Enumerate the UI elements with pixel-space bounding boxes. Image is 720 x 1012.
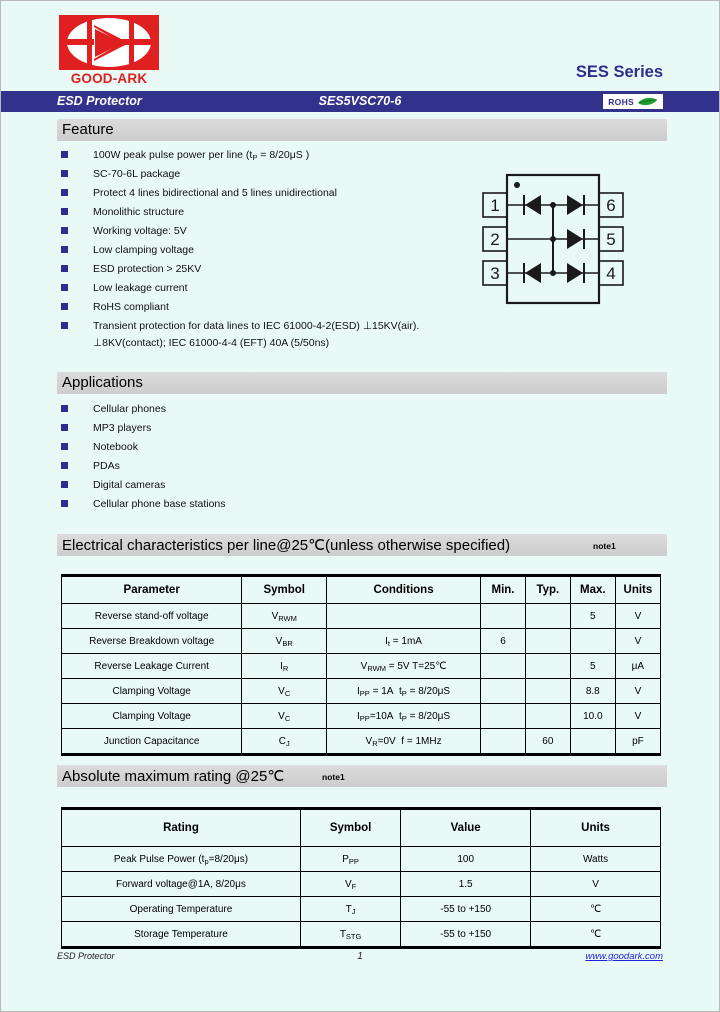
footer-website-link[interactable]: www.goodark.com <box>585 951 663 962</box>
table-row <box>62 922 661 948</box>
application-item-label: Digital cameras <box>93 479 166 491</box>
svg-text:3: 3 <box>490 264 500 283</box>
feature-item-label: Protect 4 lines bidirectional and 5 lines unidirectional <box>93 187 337 199</box>
cell-symbol: $V_F$ <box>300 872 400 897</box>
list-item <box>61 166 419 185</box>
bullet-square-icon <box>61 246 68 253</box>
table-row <box>62 604 661 629</box>
list-item <box>61 299 419 318</box>
feature-item-label: Low leakage current <box>93 282 188 294</box>
cell-rating: Peak Pulse Power $(t_p=8/20\mu s)$ <box>62 847 301 872</box>
cell-symbol: $T_{STG}$ <box>300 922 400 948</box>
list-item <box>61 439 226 458</box>
cell-value: -55 to +150 <box>401 922 531 948</box>
cell-symbol: $V_{BR}$ <box>242 629 327 654</box>
cell-parameter: Junction Capacitance <box>62 729 242 755</box>
column-header-min: Min. <box>481 576 526 604</box>
bullet-square-icon <box>61 265 68 272</box>
column-header-max: Max. <box>570 576 615 604</box>
cell-typ <box>525 704 570 729</box>
cell-parameter: Reverse stand-off voltage <box>62 604 242 629</box>
application-item-label: MP3 players <box>93 422 152 434</box>
cell-typ <box>525 679 570 704</box>
feature-item-tail: = 8/20μS ) <box>257 149 310 161</box>
cell-rating: Operating Temperature <box>62 897 301 922</box>
cell-max <box>570 729 615 755</box>
column-header-rating: Rating <box>62 809 301 847</box>
svg-text:6: 6 <box>606 196 616 215</box>
feature-heading-text: Feature <box>62 121 114 138</box>
bullet-square-icon <box>61 424 68 431</box>
cell-typ <box>525 654 570 679</box>
bullet-square-icon <box>61 303 68 310</box>
rohs-badge <box>603 94 663 109</box>
table-row <box>62 704 661 729</box>
column-header-symbol: Symbol <box>242 576 327 604</box>
absolute-max-heading-text: Absolute maximum rating @25℃ <box>62 768 285 785</box>
feature-item-sub: P <box>252 153 258 162</box>
cell-units: V <box>615 629 660 654</box>
feature-item-label: RoHS compliant <box>93 301 169 313</box>
absolute-maximum-rating-table <box>61 807 661 949</box>
feature-item-label: Transient protection for data lines to IEC 61000-4-2(ESD) ⊥15KV(air). <box>93 320 420 332</box>
cell-conditions: $V_{RWM} = 5V$ T=25℃ <box>327 654 481 679</box>
list-item <box>61 458 226 477</box>
cell-units: ℃ <box>531 897 661 922</box>
feature-item-label: Working voltage: 5V <box>93 225 187 237</box>
cell-max: 5 <box>570 654 615 679</box>
cell-typ: 60 <box>525 729 570 755</box>
svg-text:2: 2 <box>490 230 500 249</box>
cell-min <box>481 729 526 755</box>
sc70-6-schematic <box>479 169 629 319</box>
table-header-row <box>62 809 661 847</box>
cell-min <box>481 679 526 704</box>
list-item <box>61 477 226 496</box>
cell-value: -55 to +150 <box>401 897 531 922</box>
table-row <box>62 679 661 704</box>
series-title: SES Series <box>575 63 663 81</box>
cell-conditions: $V_R=0V$ f = 1MHz <box>327 729 481 755</box>
feature-item-label: 100W peak pulse power per line (t <box>93 149 253 161</box>
svg-text:5: 5 <box>606 230 616 249</box>
part-number-label: SES5VSC70-6 <box>318 94 402 108</box>
electrical-characteristics-table <box>61 574 661 756</box>
table-row <box>62 872 661 897</box>
feature-continuation-label: ⊥8KV(contact); IEC 61000-4-4 (EFT) 40A (5/50ns) <box>93 337 330 349</box>
cell-typ <box>525 604 570 629</box>
cell-units: V <box>615 679 660 704</box>
product-title-bar <box>1 91 719 112</box>
cell-symbol: $I_R$ <box>242 654 327 679</box>
logo-wordmark: GOOD-ARK <box>70 71 148 86</box>
list-item <box>61 420 226 439</box>
feature-section-heading <box>57 119 667 141</box>
bullet-square-icon <box>61 500 68 507</box>
cell-conditions: $I_{PP} = 1A$ $t_P = 8/20\mu S$ <box>327 679 481 704</box>
company-logo <box>57 15 161 86</box>
cell-units: ℃ <box>531 922 661 948</box>
svg-text:1: 1 <box>490 196 500 215</box>
column-header-units: Units <box>531 809 661 847</box>
cell-max: 8.8 <box>570 679 615 704</box>
bullet-square-icon <box>61 227 68 234</box>
feature-item-label: ESD protection > 25KV <box>93 263 202 275</box>
list-item <box>61 318 419 337</box>
cell-symbol: $P_{PP}$ <box>300 847 400 872</box>
cell-parameter: Clamping Voltage <box>62 704 242 729</box>
electrical-section-heading <box>57 534 667 556</box>
cell-units: Watts <box>531 847 661 872</box>
feature-item-label: SC-70-6L package <box>93 168 181 180</box>
column-header-conditions: Conditions <box>327 576 481 604</box>
cell-symbol: $V_{RWM}$ <box>242 604 327 629</box>
cell-units: V <box>615 704 660 729</box>
list-item <box>61 496 226 515</box>
page-footer <box>1 951 719 971</box>
cell-units: V <box>615 604 660 629</box>
cell-value: 100 <box>401 847 531 872</box>
table-row <box>62 654 661 679</box>
green-leaf-icon <box>637 96 659 108</box>
column-header-units: Units <box>615 576 660 604</box>
column-header-value: Value <box>401 809 531 847</box>
cell-parameter: Clamping Voltage <box>62 679 242 704</box>
applications-heading-text: Applications <box>62 374 143 391</box>
applications-section-heading <box>57 372 667 394</box>
table-row <box>62 629 661 654</box>
bullet-square-icon <box>61 189 68 196</box>
bullet-square-icon <box>61 443 68 450</box>
list-item <box>61 223 419 242</box>
cell-rating: Storage Temperature <box>62 922 301 948</box>
bullet-square-icon <box>61 208 68 215</box>
product-category-label: ESD Protector <box>57 94 142 108</box>
electrical-heading-text: Electrical characteristics per line@25℃(unless otherwise specified) <box>62 537 511 554</box>
cell-conditions: $I_{PP}=10A$ $t_P = 8/20\mu S$ <box>327 704 481 729</box>
list-item <box>61 280 419 299</box>
application-item-label: Cellular phones <box>93 403 166 415</box>
footer-page-number: 1 <box>357 951 363 962</box>
application-item-label: Cellular phone base stations <box>93 498 226 510</box>
list-item <box>61 185 419 204</box>
rohs-label: ROHS <box>608 96 634 107</box>
table-row <box>62 847 661 872</box>
cell-value: 1.5 <box>401 872 531 897</box>
feature-item-label: Low clamping voltage <box>93 244 194 256</box>
cell-min <box>481 604 526 629</box>
bullet-square-icon <box>61 151 68 158</box>
cell-units: μA <box>615 654 660 679</box>
cell-min <box>481 704 526 729</box>
cell-conditions: $I_t = 1mA$ <box>327 629 481 654</box>
bullet-square-icon <box>61 170 68 177</box>
application-item-label: Notebook <box>93 441 138 453</box>
table-header-row <box>62 576 661 604</box>
list-item <box>61 401 226 420</box>
goodark-diode-logo-icon <box>59 15 159 70</box>
cell-units: V <box>531 872 661 897</box>
column-header-symbol: Symbol <box>300 809 400 847</box>
cell-parameter: Reverse Leakage Current <box>62 654 242 679</box>
absolute-max-note-label: note1 <box>322 772 345 782</box>
cell-min <box>481 654 526 679</box>
bullet-square-icon <box>61 322 68 329</box>
logo-diode-glyph <box>59 15 159 70</box>
cell-max <box>570 629 615 654</box>
cell-conditions <box>327 604 481 629</box>
list-item <box>61 261 419 280</box>
list-item <box>61 204 419 223</box>
list-item <box>61 242 419 261</box>
absolute-max-section-heading <box>57 765 667 787</box>
cell-parameter: Reverse Breakdown voltage <box>62 629 242 654</box>
page-header <box>1 1 719 89</box>
cell-symbol: $C_J$ <box>242 729 327 755</box>
cell-symbol: $V_C$ <box>242 679 327 704</box>
applications-list <box>61 401 226 515</box>
bullet-square-icon <box>61 462 68 469</box>
feature-list <box>61 147 419 356</box>
cell-typ <box>525 629 570 654</box>
cell-max: 10.0 <box>570 704 615 729</box>
cell-units: pF <box>615 729 660 755</box>
cell-min: 6 <box>481 629 526 654</box>
application-item-label: PDAs <box>93 460 120 472</box>
bullet-square-icon <box>61 481 68 488</box>
cell-max: 5 <box>570 604 615 629</box>
svg-text:4: 4 <box>606 264 616 283</box>
footer-category-label: ESD Protector <box>57 951 115 961</box>
column-header-parameter: Parameter <box>62 576 242 604</box>
bullet-square-icon <box>61 284 68 291</box>
cell-rating: Forward voltage@1A, 8/20μs <box>62 872 301 897</box>
cell-symbol: $T_J$ <box>300 897 400 922</box>
list-item <box>61 147 419 166</box>
feature-item-label: Monolithic structure <box>93 206 185 218</box>
electrical-note-label: note1 <box>593 541 616 551</box>
table-row <box>62 897 661 922</box>
column-header-typ: Typ. <box>525 576 570 604</box>
table-row <box>62 729 661 755</box>
bullet-square-icon <box>61 405 68 412</box>
cell-symbol: $V_C$ <box>242 704 327 729</box>
